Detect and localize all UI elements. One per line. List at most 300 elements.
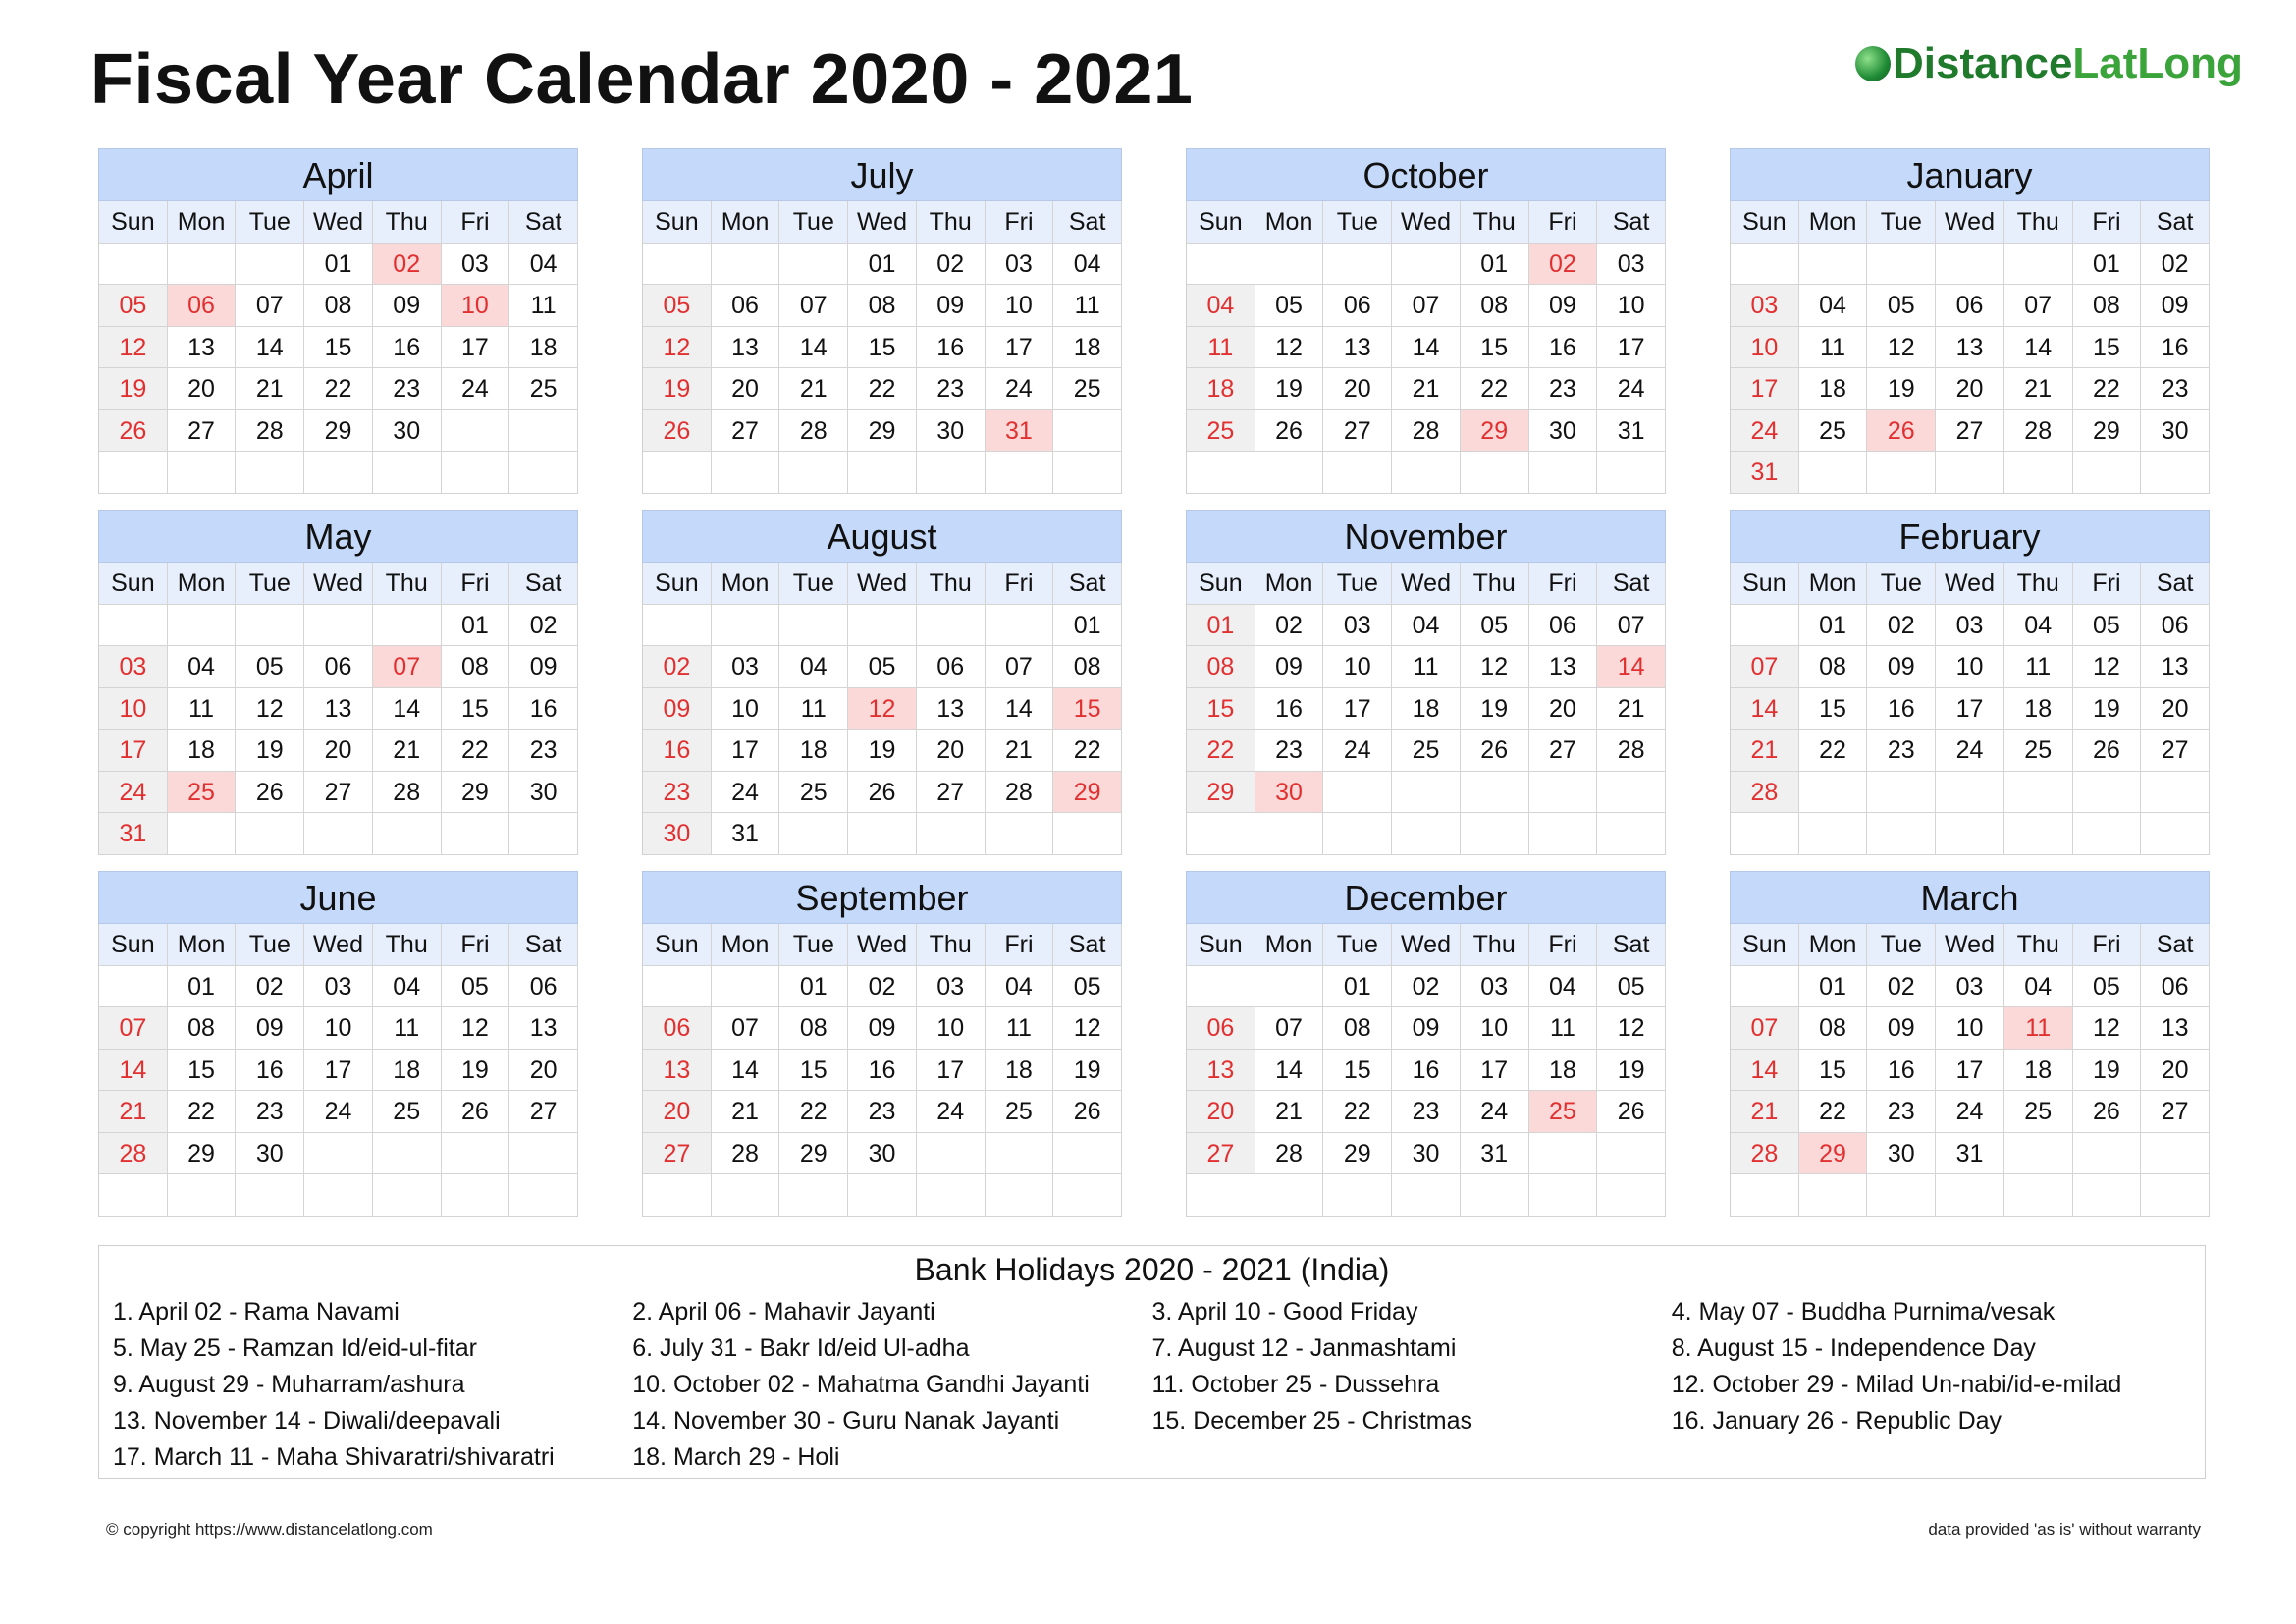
day-cell[interactable]: 30 <box>509 772 578 814</box>
day-cell[interactable]: 13 <box>643 1050 712 1092</box>
day-cell[interactable]: 14 <box>99 1050 168 1092</box>
day-cell[interactable]: 07 <box>1731 646 1799 688</box>
holiday-day-cell[interactable]: 10 <box>442 285 510 327</box>
day-cell[interactable]: 05 <box>1461 605 1529 647</box>
day-cell[interactable]: 24 <box>917 1091 986 1133</box>
day-cell[interactable]: 15 <box>1799 688 1868 731</box>
day-cell[interactable]: 05 <box>1867 285 1936 327</box>
day-cell[interactable]: 12 <box>2073 646 2142 688</box>
day-cell[interactable]: 03 <box>304 966 373 1008</box>
day-cell[interactable]: 19 <box>2073 688 2142 731</box>
day-cell[interactable]: 11 <box>779 688 848 731</box>
day-cell[interactable]: 15 <box>1799 1050 1868 1092</box>
day-cell[interactable]: 31 <box>712 813 780 855</box>
day-cell[interactable]: 07 <box>1255 1007 1324 1050</box>
day-cell[interactable]: 17 <box>99 730 168 772</box>
day-cell[interactable]: 20 <box>643 1091 712 1133</box>
day-cell[interactable]: 22 <box>442 730 510 772</box>
day-cell[interactable]: 16 <box>1867 688 1936 731</box>
day-cell[interactable]: 18 <box>2004 688 2073 731</box>
day-cell[interactable]: 20 <box>917 730 986 772</box>
day-cell[interactable]: 11 <box>1053 285 1122 327</box>
day-cell[interactable]: 17 <box>1461 1050 1529 1092</box>
day-cell[interactable]: 02 <box>643 646 712 688</box>
day-cell[interactable]: 27 <box>509 1091 578 1133</box>
day-cell[interactable]: 17 <box>712 730 780 772</box>
day-cell[interactable]: 16 <box>509 688 578 731</box>
day-cell[interactable]: 12 <box>236 688 304 731</box>
day-cell[interactable]: 12 <box>442 1007 510 1050</box>
day-cell[interactable]: 19 <box>442 1050 510 1092</box>
day-cell[interactable]: 27 <box>2141 1091 2210 1133</box>
day-cell[interactable]: 04 <box>986 966 1054 1008</box>
holiday-day-cell[interactable]: 29 <box>1799 1133 1868 1175</box>
day-cell[interactable]: 20 <box>1323 368 1392 410</box>
holiday-day-cell[interactable]: 26 <box>1867 410 1936 453</box>
day-cell[interactable]: 20 <box>304 730 373 772</box>
day-cell[interactable]: 16 <box>1255 688 1324 731</box>
day-cell[interactable]: 18 <box>1529 1050 1598 1092</box>
day-cell[interactable]: 18 <box>986 1050 1054 1092</box>
day-cell[interactable]: 07 <box>99 1007 168 1050</box>
day-cell[interactable]: 20 <box>168 368 237 410</box>
day-cell[interactable]: 25 <box>1392 730 1461 772</box>
day-cell[interactable]: 08 <box>1187 646 1255 688</box>
day-cell[interactable]: 14 <box>1731 1050 1799 1092</box>
holiday-day-cell[interactable]: 25 <box>1529 1091 1598 1133</box>
day-cell[interactable]: 04 <box>1799 285 1868 327</box>
day-cell[interactable]: 27 <box>1529 730 1598 772</box>
day-cell[interactable]: 04 <box>779 646 848 688</box>
day-cell[interactable]: 20 <box>1187 1091 1255 1133</box>
day-cell[interactable]: 16 <box>1529 327 1598 369</box>
day-cell[interactable]: 05 <box>2073 966 2142 1008</box>
day-cell[interactable]: 15 <box>304 327 373 369</box>
day-cell[interactable]: 06 <box>2141 966 2210 1008</box>
day-cell[interactable]: 06 <box>1936 285 2004 327</box>
holiday-day-cell[interactable]: 29 <box>1053 772 1122 814</box>
day-cell[interactable]: 02 <box>1867 966 1936 1008</box>
holiday-day-cell[interactable]: 11 <box>2004 1007 2073 1050</box>
day-cell[interactable]: 26 <box>2073 730 2142 772</box>
day-cell[interactable]: 22 <box>1461 368 1529 410</box>
day-cell[interactable]: 19 <box>1053 1050 1122 1092</box>
day-cell[interactable]: 23 <box>373 368 442 410</box>
day-cell[interactable]: 13 <box>304 688 373 731</box>
day-cell[interactable]: 10 <box>1936 646 2004 688</box>
holiday-day-cell[interactable]: 31 <box>986 410 1054 453</box>
day-cell[interactable]: 04 <box>1187 285 1255 327</box>
day-cell[interactable]: 05 <box>236 646 304 688</box>
day-cell[interactable]: 11 <box>373 1007 442 1050</box>
day-cell[interactable]: 04 <box>509 244 578 286</box>
day-cell[interactable]: 23 <box>848 1091 917 1133</box>
day-cell[interactable]: 17 <box>1936 688 2004 731</box>
day-cell[interactable]: 17 <box>304 1050 373 1092</box>
day-cell[interactable]: 19 <box>1867 368 1936 410</box>
day-cell[interactable]: 31 <box>1461 1133 1529 1175</box>
day-cell[interactable]: 13 <box>2141 1007 2210 1050</box>
day-cell[interactable]: 19 <box>848 730 917 772</box>
day-cell[interactable]: 27 <box>168 410 237 453</box>
day-cell[interactable]: 23 <box>1867 730 1936 772</box>
day-cell[interactable]: 12 <box>1461 646 1529 688</box>
day-cell[interactable]: 16 <box>643 730 712 772</box>
day-cell[interactable]: 18 <box>1053 327 1122 369</box>
day-cell[interactable]: 28 <box>1597 730 1666 772</box>
holiday-day-cell[interactable]: 14 <box>1597 646 1666 688</box>
day-cell[interactable]: 27 <box>917 772 986 814</box>
day-cell[interactable]: 01 <box>2073 244 2142 286</box>
day-cell[interactable]: 01 <box>779 966 848 1008</box>
day-cell[interactable]: 25 <box>1799 410 1868 453</box>
day-cell[interactable]: 09 <box>1529 285 1598 327</box>
day-cell[interactable]: 04 <box>1529 966 1598 1008</box>
day-cell[interactable]: 14 <box>373 688 442 731</box>
day-cell[interactable]: 31 <box>1731 452 1799 494</box>
day-cell[interactable]: 30 <box>236 1133 304 1175</box>
day-cell[interactable]: 25 <box>373 1091 442 1133</box>
day-cell[interactable]: 14 <box>779 327 848 369</box>
day-cell[interactable]: 13 <box>1187 1050 1255 1092</box>
day-cell[interactable]: 26 <box>442 1091 510 1133</box>
day-cell[interactable]: 16 <box>1867 1050 1936 1092</box>
day-cell[interactable]: 27 <box>304 772 373 814</box>
day-cell[interactable]: 19 <box>1597 1050 1666 1092</box>
day-cell[interactable]: 11 <box>509 285 578 327</box>
day-cell[interactable]: 03 <box>1936 605 2004 647</box>
day-cell[interactable]: 06 <box>1323 285 1392 327</box>
day-cell[interactable]: 04 <box>1053 244 1122 286</box>
day-cell[interactable]: 10 <box>986 285 1054 327</box>
day-cell[interactable]: 21 <box>1731 730 1799 772</box>
day-cell[interactable]: 20 <box>2141 1050 2210 1092</box>
day-cell[interactable]: 14 <box>1255 1050 1324 1092</box>
day-cell[interactable]: 04 <box>373 966 442 1008</box>
day-cell[interactable]: 14 <box>1731 688 1799 731</box>
day-cell[interactable]: 30 <box>1867 1133 1936 1175</box>
day-cell[interactable]: 29 <box>848 410 917 453</box>
day-cell[interactable]: 06 <box>2141 605 2210 647</box>
day-cell[interactable]: 18 <box>2004 1050 2073 1092</box>
holiday-day-cell[interactable]: 02 <box>1529 244 1598 286</box>
day-cell[interactable]: 09 <box>373 285 442 327</box>
day-cell[interactable]: 03 <box>986 244 1054 286</box>
day-cell[interactable]: 08 <box>304 285 373 327</box>
day-cell[interactable]: 30 <box>917 410 986 453</box>
day-cell[interactable]: 28 <box>99 1133 168 1175</box>
day-cell[interactable]: 12 <box>643 327 712 369</box>
day-cell[interactable]: 22 <box>848 368 917 410</box>
day-cell[interactable]: 21 <box>373 730 442 772</box>
day-cell[interactable]: 12 <box>1597 1007 1666 1050</box>
day-cell[interactable]: 21 <box>779 368 848 410</box>
day-cell[interactable]: 08 <box>2073 285 2142 327</box>
day-cell[interactable]: 01 <box>848 244 917 286</box>
day-cell[interactable]: 24 <box>712 772 780 814</box>
day-cell[interactable]: 10 <box>1597 285 1666 327</box>
day-cell[interactable]: 17 <box>986 327 1054 369</box>
day-cell[interactable]: 11 <box>1799 327 1868 369</box>
day-cell[interactable]: 29 <box>1187 772 1255 814</box>
day-cell[interactable]: 23 <box>509 730 578 772</box>
day-cell[interactable]: 03 <box>917 966 986 1008</box>
day-cell[interactable]: 20 <box>509 1050 578 1092</box>
day-cell[interactable]: 13 <box>917 688 986 731</box>
day-cell[interactable]: 17 <box>1597 327 1666 369</box>
day-cell[interactable]: 13 <box>1936 327 2004 369</box>
day-cell[interactable]: 28 <box>986 772 1054 814</box>
day-cell[interactable]: 10 <box>304 1007 373 1050</box>
day-cell[interactable]: 04 <box>2004 966 2073 1008</box>
day-cell[interactable]: 10 <box>712 688 780 731</box>
day-cell[interactable]: 19 <box>643 368 712 410</box>
day-cell[interactable]: 16 <box>2141 327 2210 369</box>
day-cell[interactable]: 09 <box>1392 1007 1461 1050</box>
day-cell[interactable]: 01 <box>1053 605 1122 647</box>
day-cell[interactable]: 21 <box>99 1091 168 1133</box>
day-cell[interactable]: 03 <box>99 646 168 688</box>
day-cell[interactable]: 05 <box>99 285 168 327</box>
day-cell[interactable]: 18 <box>168 730 237 772</box>
day-cell[interactable]: 01 <box>1799 966 1868 1008</box>
day-cell[interactable]: 22 <box>1187 730 1255 772</box>
day-cell[interactable]: 08 <box>442 646 510 688</box>
day-cell[interactable]: 09 <box>2141 285 2210 327</box>
day-cell[interactable]: 30 <box>848 1133 917 1175</box>
day-cell[interactable]: 23 <box>236 1091 304 1133</box>
day-cell[interactable]: 02 <box>917 244 986 286</box>
day-cell[interactable]: 27 <box>643 1133 712 1175</box>
day-cell[interactable]: 25 <box>2004 1091 2073 1133</box>
day-cell[interactable]: 30 <box>1529 410 1598 453</box>
day-cell[interactable]: 09 <box>848 1007 917 1050</box>
day-cell[interactable]: 06 <box>509 966 578 1008</box>
day-cell[interactable]: 30 <box>643 813 712 855</box>
day-cell[interactable]: 24 <box>1323 730 1392 772</box>
day-cell[interactable]: 02 <box>509 605 578 647</box>
day-cell[interactable]: 22 <box>304 368 373 410</box>
day-cell[interactable]: 28 <box>779 410 848 453</box>
day-cell[interactable]: 20 <box>2141 688 2210 731</box>
day-cell[interactable]: 21 <box>712 1091 780 1133</box>
day-cell[interactable]: 10 <box>1731 327 1799 369</box>
day-cell[interactable]: 28 <box>1392 410 1461 453</box>
day-cell[interactable]: 27 <box>712 410 780 453</box>
day-cell[interactable]: 02 <box>1867 605 1936 647</box>
day-cell[interactable]: 27 <box>1187 1133 1255 1175</box>
day-cell[interactable]: 07 <box>1392 285 1461 327</box>
day-cell[interactable]: 11 <box>986 1007 1054 1050</box>
day-cell[interactable]: 22 <box>2073 368 2142 410</box>
day-cell[interactable]: 12 <box>1867 327 1936 369</box>
day-cell[interactable]: 08 <box>1323 1007 1392 1050</box>
day-cell[interactable]: 02 <box>1392 966 1461 1008</box>
day-cell[interactable]: 26 <box>99 410 168 453</box>
day-cell[interactable]: 04 <box>2004 605 2073 647</box>
day-cell[interactable]: 22 <box>1799 730 1868 772</box>
day-cell[interactable]: 27 <box>1936 410 2004 453</box>
day-cell[interactable]: 01 <box>1187 605 1255 647</box>
day-cell[interactable]: 11 <box>1529 1007 1598 1050</box>
day-cell[interactable]: 16 <box>848 1050 917 1092</box>
day-cell[interactable]: 22 <box>1053 730 1122 772</box>
day-cell[interactable]: 07 <box>236 285 304 327</box>
day-cell[interactable]: 26 <box>1255 410 1324 453</box>
day-cell[interactable]: 03 <box>442 244 510 286</box>
day-cell[interactable]: 01 <box>1461 244 1529 286</box>
day-cell[interactable]: 11 <box>2004 646 2073 688</box>
day-cell[interactable]: 08 <box>1053 646 1122 688</box>
day-cell[interactable]: 25 <box>1187 410 1255 453</box>
day-cell[interactable]: 14 <box>1392 327 1461 369</box>
day-cell[interactable]: 23 <box>1867 1091 1936 1133</box>
day-cell[interactable]: 25 <box>779 772 848 814</box>
day-cell[interactable]: 20 <box>1936 368 2004 410</box>
day-cell[interactable]: 22 <box>779 1091 848 1133</box>
day-cell[interactable]: 21 <box>1597 688 1666 731</box>
day-cell[interactable]: 12 <box>99 327 168 369</box>
day-cell[interactable]: 29 <box>779 1133 848 1175</box>
day-cell[interactable]: 25 <box>986 1091 1054 1133</box>
day-cell[interactable]: 07 <box>2004 285 2073 327</box>
day-cell[interactable]: 26 <box>848 772 917 814</box>
day-cell[interactable]: 21 <box>986 730 1054 772</box>
day-cell[interactable]: 24 <box>1597 368 1666 410</box>
day-cell[interactable]: 08 <box>848 285 917 327</box>
day-cell[interactable]: 21 <box>1255 1091 1324 1133</box>
day-cell[interactable]: 17 <box>1936 1050 2004 1092</box>
day-cell[interactable]: 17 <box>442 327 510 369</box>
day-cell[interactable]: 23 <box>1392 1091 1461 1133</box>
day-cell[interactable]: 03 <box>1461 966 1529 1008</box>
day-cell[interactable]: 24 <box>1936 1091 2004 1133</box>
day-cell[interactable]: 15 <box>2073 327 2142 369</box>
day-cell[interactable]: 09 <box>1255 646 1324 688</box>
day-cell[interactable]: 26 <box>1597 1091 1666 1133</box>
day-cell[interactable]: 01 <box>304 244 373 286</box>
day-cell[interactable]: 10 <box>1461 1007 1529 1050</box>
day-cell[interactable]: 16 <box>917 327 986 369</box>
day-cell[interactable]: 19 <box>2073 1050 2142 1092</box>
day-cell[interactable]: 31 <box>1936 1133 2004 1175</box>
day-cell[interactable]: 14 <box>236 327 304 369</box>
day-cell[interactable]: 28 <box>1731 772 1799 814</box>
day-cell[interactable]: 08 <box>168 1007 237 1050</box>
day-cell[interactable]: 06 <box>712 285 780 327</box>
day-cell[interactable]: 10 <box>917 1007 986 1050</box>
holiday-day-cell[interactable]: 07 <box>373 646 442 688</box>
day-cell[interactable]: 27 <box>1323 410 1392 453</box>
day-cell[interactable]: 15 <box>1187 688 1255 731</box>
day-cell[interactable]: 12 <box>1053 1007 1122 1050</box>
day-cell[interactable]: 03 <box>1597 244 1666 286</box>
day-cell[interactable]: 15 <box>1461 327 1529 369</box>
day-cell[interactable]: 13 <box>2141 646 2210 688</box>
day-cell[interactable]: 15 <box>442 688 510 731</box>
day-cell[interactable]: 17 <box>1731 368 1799 410</box>
day-cell[interactable]: 16 <box>236 1050 304 1092</box>
day-cell[interactable]: 03 <box>712 646 780 688</box>
day-cell[interactable]: 17 <box>917 1050 986 1092</box>
day-cell[interactable]: 29 <box>168 1133 237 1175</box>
day-cell[interactable]: 06 <box>1529 605 1598 647</box>
day-cell[interactable]: 07 <box>1731 1007 1799 1050</box>
day-cell[interactable]: 14 <box>2004 327 2073 369</box>
day-cell[interactable]: 18 <box>373 1050 442 1092</box>
day-cell[interactable]: 13 <box>712 327 780 369</box>
day-cell[interactable]: 05 <box>2073 605 2142 647</box>
day-cell[interactable]: 11 <box>1187 327 1255 369</box>
day-cell[interactable]: 16 <box>373 327 442 369</box>
day-cell[interactable]: 02 <box>2141 244 2210 286</box>
day-cell[interactable]: 01 <box>1323 966 1392 1008</box>
day-cell[interactable]: 30 <box>373 410 442 453</box>
day-cell[interactable]: 26 <box>643 410 712 453</box>
day-cell[interactable]: 08 <box>1461 285 1529 327</box>
day-cell[interactable]: 04 <box>168 646 237 688</box>
day-cell[interactable]: 19 <box>99 368 168 410</box>
day-cell[interactable]: 21 <box>1392 368 1461 410</box>
day-cell[interactable]: 20 <box>1529 688 1598 731</box>
day-cell[interactable]: 23 <box>643 772 712 814</box>
day-cell[interactable]: 29 <box>2073 410 2142 453</box>
day-cell[interactable]: 15 <box>848 327 917 369</box>
day-cell[interactable]: 25 <box>509 368 578 410</box>
day-cell[interactable]: 24 <box>99 772 168 814</box>
holiday-day-cell[interactable]: 25 <box>168 772 237 814</box>
day-cell[interactable]: 28 <box>373 772 442 814</box>
day-cell[interactable]: 03 <box>1936 966 2004 1008</box>
day-cell[interactable]: 12 <box>1255 327 1324 369</box>
day-cell[interactable]: 13 <box>1529 646 1598 688</box>
day-cell[interactable]: 28 <box>236 410 304 453</box>
day-cell[interactable]: 20 <box>712 368 780 410</box>
holiday-day-cell[interactable]: 29 <box>1461 410 1529 453</box>
holiday-day-cell[interactable]: 15 <box>1053 688 1122 731</box>
day-cell[interactable]: 07 <box>779 285 848 327</box>
day-cell[interactable]: 10 <box>1936 1007 2004 1050</box>
day-cell[interactable]: 12 <box>2073 1007 2142 1050</box>
day-cell[interactable]: 09 <box>917 285 986 327</box>
day-cell[interactable]: 31 <box>99 813 168 855</box>
day-cell[interactable]: 13 <box>509 1007 578 1050</box>
day-cell[interactable]: 06 <box>304 646 373 688</box>
day-cell[interactable]: 08 <box>1799 1007 1868 1050</box>
day-cell[interactable]: 15 <box>779 1050 848 1092</box>
day-cell[interactable]: 05 <box>848 646 917 688</box>
day-cell[interactable]: 15 <box>168 1050 237 1092</box>
day-cell[interactable]: 02 <box>848 966 917 1008</box>
day-cell[interactable]: 13 <box>168 327 237 369</box>
day-cell[interactable]: 09 <box>1867 1007 1936 1050</box>
day-cell[interactable]: 07 <box>986 646 1054 688</box>
day-cell[interactable]: 23 <box>1255 730 1324 772</box>
day-cell[interactable]: 13 <box>1323 327 1392 369</box>
day-cell[interactable]: 08 <box>1799 646 1868 688</box>
day-cell[interactable]: 04 <box>1392 605 1461 647</box>
day-cell[interactable]: 23 <box>2141 368 2210 410</box>
day-cell[interactable]: 26 <box>236 772 304 814</box>
day-cell[interactable]: 29 <box>304 410 373 453</box>
day-cell[interactable]: 26 <box>1461 730 1529 772</box>
day-cell[interactable]: 03 <box>1323 605 1392 647</box>
day-cell[interactable]: 11 <box>1392 646 1461 688</box>
day-cell[interactable]: 15 <box>1323 1050 1392 1092</box>
day-cell[interactable]: 02 <box>1255 605 1324 647</box>
day-cell[interactable]: 05 <box>1597 966 1666 1008</box>
day-cell[interactable]: 29 <box>1323 1133 1392 1175</box>
